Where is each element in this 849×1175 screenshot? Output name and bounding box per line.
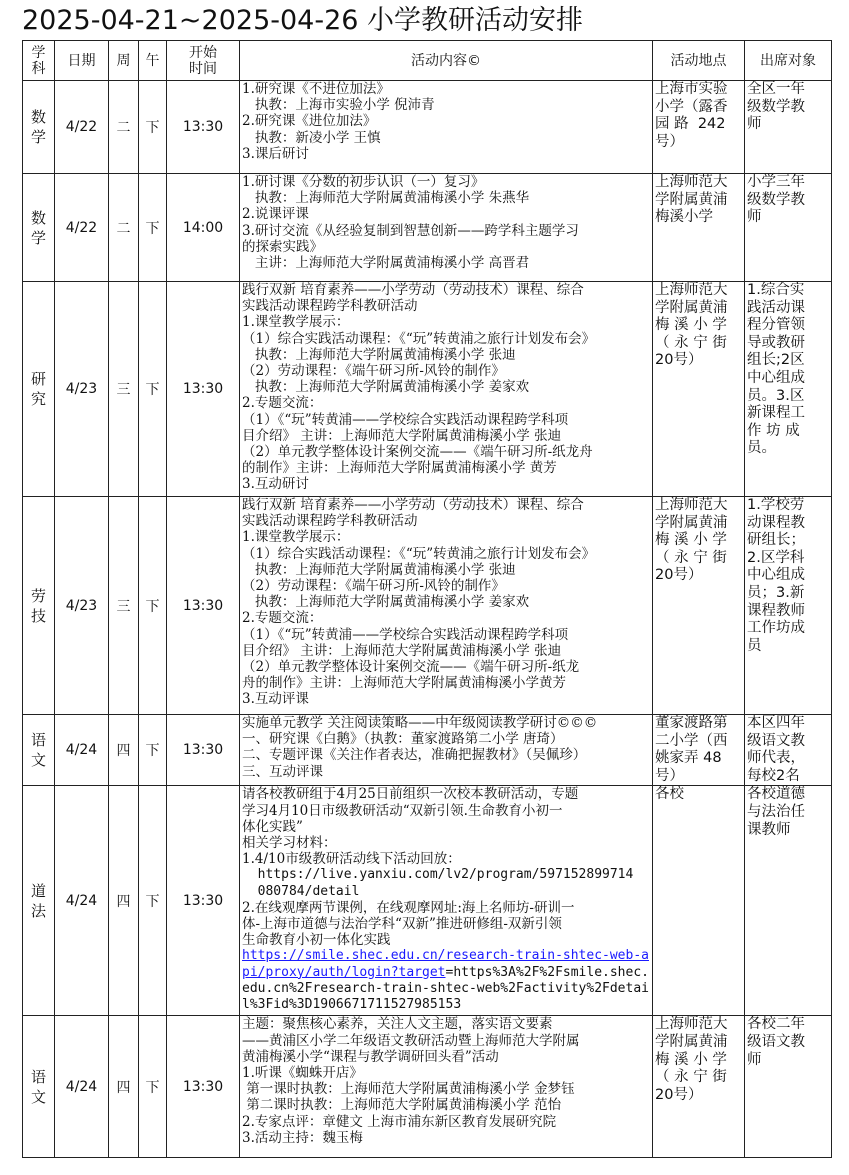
content-line: 请各校教研组于4月25日前组织一次校本教研活动，专题 — [242, 786, 579, 803]
audience-line: 1.综合实 — [747, 282, 805, 298]
content-line: 执教：上海师范大学附属黄浦梅溪小学 张迪 — [242, 346, 516, 363]
location-line: 号） — [655, 767, 684, 784]
observe-url-params: =https%3A%2F%2Fsmile.shec.edu.cn%2Fresearch-train-shtec-web%2Factivity%2Fdetail%3Fid%3D1906671711527985153 — [242, 964, 649, 1013]
cell-period: 下 — [139, 1016, 167, 1158]
audience-line: 师代表， — [747, 750, 805, 767]
cell-start-time: 13:30 — [167, 81, 240, 174]
audience-line: 研组长； — [747, 532, 805, 549]
audience-line: 1.学校劳 — [747, 497, 805, 513]
content-line: 3.课后研讨 — [242, 145, 309, 162]
content-line: 目介绍》 主讲：上海师范大学附属黄浦梅溪小学 张迪 — [242, 642, 562, 659]
header-start-time: 开始 时间 — [167, 41, 240, 81]
header-content: 活动内容© — [240, 41, 653, 81]
table-row — [23, 81, 832, 174]
cell-content — [240, 81, 653, 174]
content-line: 黄浦梅溪小学“课程与教学调研回头看”活动 — [242, 1048, 499, 1065]
audience-line: 中心组成 — [747, 567, 805, 584]
header-location: 活动地点 — [653, 41, 745, 81]
audience-line: 每校2名 — [747, 767, 800, 784]
cell-date: 4/22 — [55, 81, 109, 174]
content-line: 2.专家点评：章健文 上海市浦东新区教育发展研究院 — [242, 1113, 557, 1130]
content-line: 体-上海市道德与法治学科“双新”推进研修组-双新引领 — [242, 916, 562, 932]
content-line: 2.专题交流： — [242, 395, 323, 412]
location-line: 20号） — [655, 1086, 703, 1103]
location-line: 园 路 242 — [655, 116, 726, 133]
location-line: 学附属黄浦 — [655, 299, 728, 316]
audience-line: 课程教师 — [747, 602, 805, 619]
content-line: 2.专题交流： — [242, 610, 323, 627]
cell-content — [240, 715, 653, 786]
content-line: 主讲：上海师范大学附属黄浦梅溪小学 高晋君 — [242, 255, 530, 272]
cell-period: 下 — [139, 497, 167, 715]
cell-date: 4/24 — [55, 786, 109, 1016]
audience-line: 小学三年 — [747, 174, 805, 190]
location-line: 上海师范大 — [655, 1016, 728, 1033]
location-line: 梅溪小学 — [655, 209, 713, 226]
location-line: 姚家弄 48 — [655, 750, 722, 767]
audience-line: 级数学教 — [747, 98, 805, 115]
cell-start-time: 13:30 — [167, 1016, 240, 1158]
content-line: 实践活动课程跨学科教研活动 — [242, 513, 418, 530]
cell-period: 下 — [139, 715, 167, 786]
cell-location — [653, 786, 745, 1016]
content-line: 2.研究课《进位加法》 — [242, 113, 377, 130]
audience-line: 导或教研 — [747, 334, 805, 351]
content-line: 第一课时执教：上海师范大学附属黄浦梅溪小学 金梦钰 — [242, 1081, 575, 1098]
content-line: （1）《“玩”转黄浦——学校综合实践活动课程跨学科项 — [242, 626, 569, 643]
cell-weekday: 四 — [109, 715, 139, 786]
content-line: 执教：上海师范大学附属黄浦梅溪小学 姜家欢 — [242, 594, 530, 611]
table-row — [23, 786, 832, 1016]
cell-content — [240, 174, 653, 282]
audience-line: 各校二年 — [747, 1016, 805, 1033]
content-line: 目介绍》 主讲：上海师范大学附属黄浦梅溪小学 张迪 — [242, 427, 562, 444]
cell-weekday: 四 — [109, 1016, 139, 1158]
content-line: 三、互动评课 — [242, 763, 323, 780]
content-line: 舟的制作》主讲：上海师范大学附属黄浦梅溪小学黄芳 — [242, 675, 566, 692]
cell-content — [240, 786, 653, 1016]
content-line: （2）劳动课程：《端午研习所-风铃的制作》 — [242, 363, 505, 380]
table-row — [23, 497, 832, 715]
cell-location — [653, 1016, 745, 1158]
location-line: 20号） — [655, 352, 703, 369]
location-line: （ 永 宁 街 — [655, 549, 727, 566]
cell-date: 4/23 — [55, 497, 109, 715]
location-line: 上海市实验 — [655, 81, 728, 97]
content-line: 1.研究课《不进位加法》 — [242, 81, 390, 97]
table-row — [23, 174, 832, 282]
content-line: ——黄浦区小学二年级语文教研活动暨上海师范大学附属 — [242, 1032, 580, 1049]
content-line: 1.课堂教学展示： — [242, 529, 350, 546]
audience-line: 师 — [747, 209, 762, 226]
audience-line: 与法治任 — [747, 803, 805, 820]
location-line: 梅 溪 小 学 — [655, 317, 727, 334]
location-line: 学附属黄浦 — [655, 191, 728, 208]
content-line: 3.互动评课 — [242, 691, 309, 708]
content-line: 执教：上海师范大学附属黄浦梅溪小学 张迪 — [242, 561, 516, 578]
cell-weekday: 二 — [109, 174, 139, 282]
content-line: 3.活动主持：魏玉梅 — [242, 1129, 363, 1146]
content-line: 生命教育小初一体化实践 — [242, 932, 391, 949]
cell-location — [653, 81, 745, 174]
location-line: 号） — [655, 133, 684, 150]
content-line: （2）单元教学整体设计案例交流——《端午研习所-纸龙 — [242, 659, 580, 676]
location-line: 上海师范大 — [655, 497, 728, 513]
content-line: 相关学习材料： — [242, 834, 337, 851]
audience-line: 工作坊成 — [747, 620, 805, 637]
content-line: 2.说课评课 — [242, 206, 309, 223]
location-line: 董家渡路第 — [655, 715, 728, 731]
content-line: 1.研讨课《分数的初步认识（一）复习》 — [242, 174, 485, 190]
cell-subject: 数 学 — [23, 174, 55, 282]
cell-date: 4/24 — [55, 715, 109, 786]
cell-subject: 研 究 — [23, 282, 55, 497]
content-line: 3.研讨交流《从经验复制到智慧创新——跨学科主题学习 — [242, 222, 579, 239]
content-line: （1）综合实践活动课程：《“玩”转黄浦之旅行计划发布会》 — [242, 545, 596, 562]
content-line: 执教：上海市实验小学 倪沛青 — [242, 97, 435, 114]
table-header-row — [23, 41, 832, 81]
cell-period: 下 — [139, 282, 167, 497]
content-line: 的制作》主讲：上海师范大学附属黄浦梅溪小学 黄芳 — [242, 460, 557, 477]
table-row — [23, 1016, 832, 1158]
audience-line: 师 — [747, 1051, 762, 1068]
header-audience: 出席对象 — [745, 41, 832, 81]
audience-line: 级语文教 — [747, 1033, 805, 1050]
cell-location — [653, 715, 745, 786]
cell-date: 4/24 — [55, 1016, 109, 1158]
cell-location — [653, 282, 745, 497]
audience-line: 程分管领 — [747, 317, 805, 334]
cell-weekday: 二 — [109, 81, 139, 174]
cell-location — [653, 497, 745, 715]
cell-location — [653, 174, 745, 282]
location-line: 小学（露香 — [655, 98, 728, 115]
content-line: 的探索实践》 — [242, 238, 323, 255]
cell-audience — [745, 1016, 832, 1158]
cell-content — [240, 282, 653, 497]
cell-start-time: 14:00 — [167, 174, 240, 282]
audience-line: 中心组成 — [747, 369, 805, 386]
cell-audience — [745, 715, 832, 786]
audience-line: 作 坊 成 — [747, 422, 800, 439]
audience-line: 组长;2区 — [747, 352, 805, 369]
header-weekday: 周 — [109, 41, 139, 81]
location-line: 各校 — [655, 786, 684, 803]
cell-audience — [745, 81, 832, 174]
cell-content — [240, 497, 653, 715]
content-line: 第二课时执教：上海师范大学附属黄浦梅溪小学 范怡 — [242, 1097, 562, 1114]
cell-period: 下 — [139, 81, 167, 174]
cell-date: 4/22 — [55, 174, 109, 282]
audience-line: 员。3.区 — [747, 387, 805, 404]
cell-start-time: 13:30 — [167, 715, 240, 786]
location-line: 梅 溪 小 学 — [655, 1051, 727, 1068]
location-line: 学附属黄浦 — [655, 1033, 728, 1050]
audience-line: 2.区学科 — [747, 549, 805, 566]
content-line: 1.4/10市级教研活动线下活动回放： — [242, 851, 461, 868]
content-line: 践行双新 培育素养——小学劳动（劳动技术）课程、综合 — [242, 282, 584, 298]
content-line: 二、专题评课《关注作者表达，准确把握教材》（吴佩珍） — [242, 747, 587, 764]
content-line: 实施单元教学 关注阅读策略——中年级阅读教学研讨©©© — [242, 715, 598, 731]
cell-content — [240, 1016, 653, 1158]
content-line: 2.在线观摩两节课例，在线观摩网址:海上名师坊-研训一 — [242, 899, 575, 916]
table-row — [23, 715, 832, 786]
cell-subject: 劳 技 — [23, 497, 55, 715]
content-line: 体化实践” — [242, 818, 303, 835]
audience-line: 师 — [747, 116, 762, 133]
audience-line: 员；3.新 — [747, 584, 805, 601]
content-line: 主题：聚焦核心素养，关注人文主题，落实语文要素 — [242, 1016, 553, 1033]
content-line: 践行双新 培育素养——小学劳动（劳动技术）课程、综合 — [242, 497, 584, 513]
cell-period: 下 — [139, 786, 167, 1016]
header-period: 午 — [139, 41, 167, 81]
cell-weekday: 三 — [109, 282, 139, 497]
cell-subject: 道 法 — [23, 786, 55, 1016]
cell-subject: 数 学 — [23, 81, 55, 174]
content-line: 1.听课《蜘蛛开店》 — [242, 1064, 363, 1081]
location-line: 学附属黄浦 — [655, 514, 728, 531]
cell-weekday: 四 — [109, 786, 139, 1016]
audience-line: 全区一年 — [747, 81, 805, 97]
cell-weekday: 三 — [109, 497, 139, 715]
location-line: 二小学（西 — [655, 732, 728, 749]
page-title: 2025-04-21~2025-04-26 小学教研活动安排 — [22, 5, 584, 36]
observe-url — [242, 948, 650, 1013]
audience-line: 新课程工 — [747, 405, 805, 422]
content-line: 执教：上海师范大学附属黄浦梅溪小学 朱燕华 — [242, 190, 530, 207]
location-line: 上海师范大 — [655, 174, 728, 190]
content-line: （1）《“玩”转黄浦——学校综合实践活动课程跨学科项 — [242, 411, 569, 428]
content-line: 1.课堂教学展示： — [242, 314, 350, 331]
audience-line: 各校道德 — [747, 786, 805, 803]
location-line: （ 永 宁 街 — [655, 1069, 727, 1086]
audience-line: 动课程教 — [747, 514, 805, 531]
audience-line: 课教师 — [747, 821, 791, 838]
cell-audience — [745, 786, 832, 1016]
audience-line: 员 — [747, 637, 762, 654]
content-line: （1）综合实践活动课程：《“玩”转黄浦之旅行计划发布会》 — [242, 330, 596, 347]
location-line: 20号） — [655, 567, 703, 584]
content-line: （2）单元教学整体设计案例交流——《端午研习所-纸龙舟 — [242, 444, 593, 461]
replay-url: https://live.yanxiu.com/lv2/program/597152899714 080784/detail — [257, 867, 634, 899]
content-line: 执教：上海师范大学附属黄浦梅溪小学 姜家欢 — [242, 379, 530, 396]
observe-link[interactable]: https://smile.shec.edu.cn/research-train-shtec-web-api/proxy/auth/login?target — [242, 948, 649, 980]
cell-start-time: 13:30 — [167, 497, 240, 715]
table-row — [23, 282, 832, 497]
location-line: （ 永 宁 街 — [655, 334, 727, 351]
schedule-table — [22, 40, 832, 1158]
cell-audience — [745, 174, 832, 282]
content-line: 3.互动研讨 — [242, 476, 309, 493]
location-line: 梅 溪 小 学 — [655, 532, 727, 549]
cell-period: 下 — [139, 174, 167, 282]
cell-start-time: 13:30 — [167, 786, 240, 1016]
cell-subject: 语 文 — [23, 715, 55, 786]
content-line: 实践活动课程跨学科教研活动 — [242, 298, 418, 315]
header-date: 日期 — [55, 41, 109, 81]
cell-audience — [745, 282, 832, 497]
cell-date: 4/23 — [55, 282, 109, 497]
audience-line: 员。 — [747, 440, 776, 457]
cell-audience — [745, 497, 832, 715]
content-line: 一、研究课《白鹅》（执教：董家渡路第二小学 唐琦） — [242, 731, 564, 748]
content-line: 学习4月10日市级教研活动“双新引领.生命教育小初一 — [242, 802, 563, 819]
cell-start-time: 13:30 — [167, 282, 240, 497]
audience-line: 级语文教 — [747, 732, 805, 749]
content-line: （2）劳动课程：《端午研习所-风铃的制作》 — [242, 578, 505, 595]
content-line: 执教：新凌小学 王慎 — [242, 129, 381, 146]
location-line: 上海师范大 — [655, 282, 728, 298]
audience-line: 级数学教 — [747, 191, 805, 208]
audience-line: 本区四年 — [747, 715, 805, 731]
header-subject: 学 科 — [23, 41, 55, 81]
cell-subject: 语 文 — [23, 1016, 55, 1158]
audience-line: 践活动课 — [747, 299, 805, 316]
